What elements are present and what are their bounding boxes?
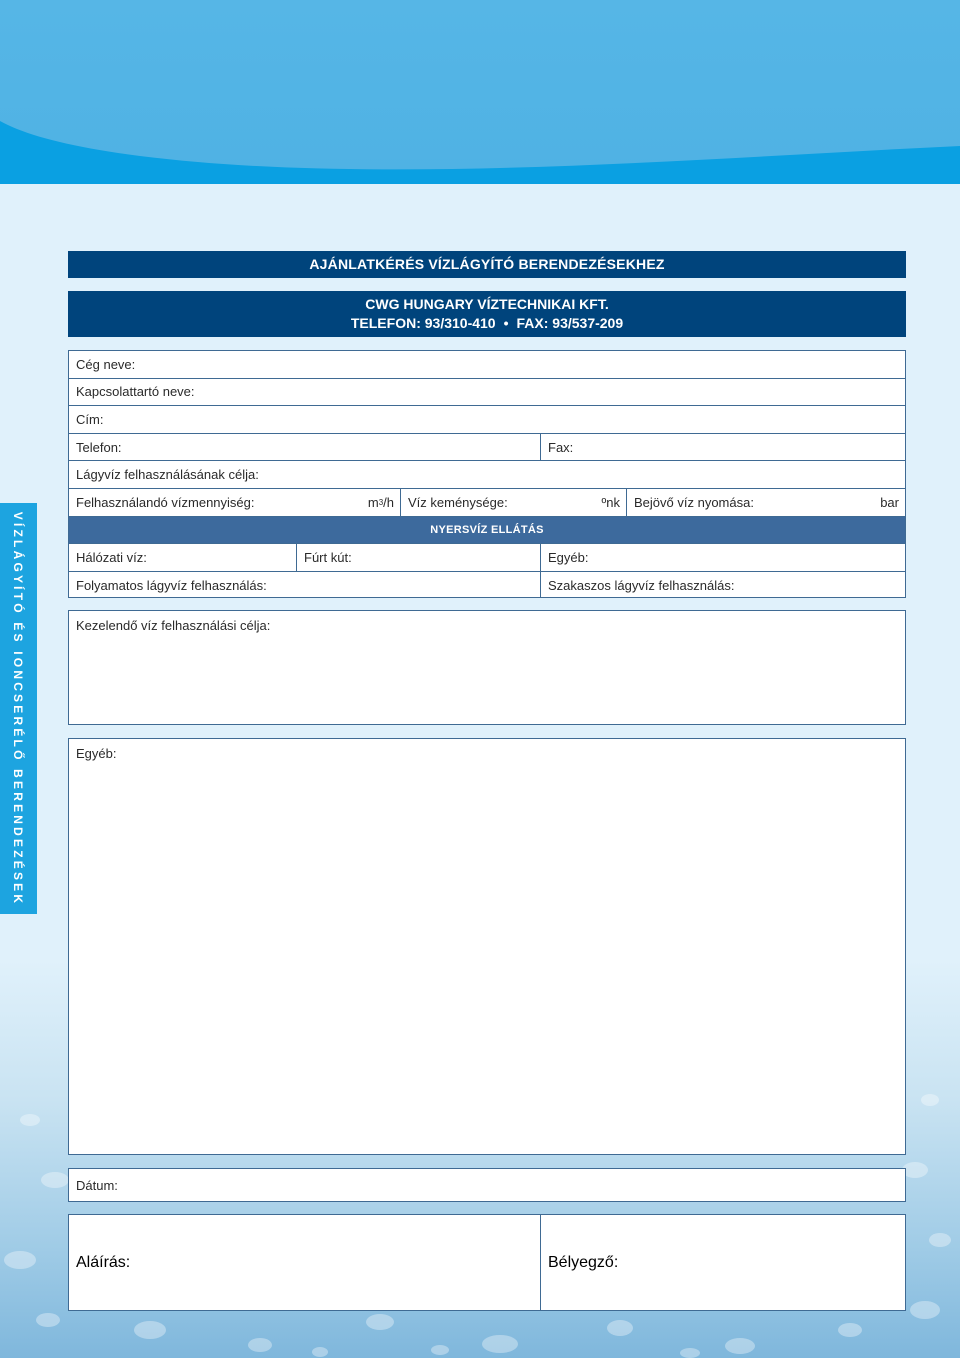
phone-field[interactable] (69, 434, 540, 461)
network-water-field[interactable] (69, 544, 296, 571)
form-row-water-params (69, 489, 905, 517)
form-row-address (69, 406, 905, 434)
side-tab-text: VÍZLÁGYÍTÓ ÉS IONCSERÉLŐ BERENDEZÉSEK (11, 511, 25, 907)
form-row-usage-mode (69, 572, 905, 599)
stamp-field[interactable] (540, 1215, 905, 1310)
drilled-well-label: Fúrt kút: (304, 549, 352, 565)
separator-dot: • (503, 315, 509, 331)
company-phone: TELEFON: 93/310-410 (350, 315, 496, 331)
drilled-well-field[interactable] (296, 544, 540, 571)
other-source-field[interactable] (540, 544, 905, 571)
intermittent-use-field[interactable] (540, 572, 905, 599)
hardness-field[interactable] (400, 489, 626, 516)
fax-label: Fax: (548, 439, 574, 455)
fax-field[interactable] (540, 434, 905, 461)
company-contact-line (68, 314, 906, 333)
form-row-purpose (69, 461, 905, 489)
network-water-label: Hálózati víz: (76, 549, 147, 565)
company-info-bar (68, 291, 906, 337)
other-notes-field[interactable] (68, 738, 906, 1155)
side-category-tab (0, 503, 37, 914)
contact-name-field[interactable] (69, 379, 905, 406)
continuous-use-label: Folyamatos lágyvíz felhasználás: (76, 577, 267, 593)
form-row-company (69, 351, 905, 379)
signature-stamp-block (68, 1214, 906, 1311)
form-row-water-source (69, 544, 905, 572)
water-quantity-field[interactable] (69, 489, 400, 516)
pressure-label: Bejövő víz nyomása: (634, 494, 754, 510)
raw-water-section-header (69, 517, 905, 545)
soft-water-purpose-field[interactable] (69, 461, 905, 488)
raw-water-section-title: NYERSVÍZ ELLÁTÁS (430, 523, 544, 536)
company-name-label: Cég neve: (76, 356, 136, 372)
other-notes-label: Egyéb: (76, 746, 117, 761)
company-fax: FAX: 93/537-209 (516, 315, 624, 331)
company-name-heading: CWG HUNGARY VÍZTECHNIKAI KFT. (365, 296, 609, 312)
treated-water-purpose-field[interactable] (68, 610, 906, 725)
hardness-unit: ºnk (601, 494, 620, 510)
water-quantity-unit: m 3 /h (367, 494, 394, 510)
customer-data-form (68, 350, 906, 598)
pressure-unit: bar (880, 494, 899, 510)
form-title: AJÁNLATKÉRÉS VÍZLÁGYÍTÓ BERENDEZÉSEKHEZ (309, 256, 665, 272)
date-field[interactable] (68, 1168, 906, 1202)
phone-label: Telefon: (76, 439, 122, 455)
stamp-label: Bélyegző: (548, 1253, 619, 1271)
address-label: Cím: (76, 411, 104, 427)
contact-name-label: Kapcsolattartó neve: (76, 384, 195, 400)
signature-field[interactable] (69, 1215, 540, 1310)
company-name-field[interactable] (69, 351, 905, 378)
signature-label: Aláírás: (76, 1253, 131, 1271)
sky-header-wave (0, 0, 960, 184)
continuous-use-field[interactable] (69, 572, 540, 599)
form-row-contact (69, 379, 905, 407)
other-source-label: Egyéb: (548, 549, 589, 565)
pressure-field[interactable] (626, 489, 905, 516)
hardness-label: Víz keménysége: (408, 494, 508, 510)
form-title-bar (68, 251, 906, 278)
address-field[interactable] (69, 406, 905, 433)
form-row-phone-fax (69, 434, 905, 462)
water-quantity-label: Felhasználandó vízmennyiség: (76, 494, 255, 510)
soft-water-purpose-label: Lágyvíz felhasználásának célja: (76, 467, 259, 483)
intermittent-use-label: Szakaszos lágyvíz felhasználás: (548, 577, 735, 593)
treated-water-purpose-label: Kezelendő víz felhasználási célja: (76, 618, 271, 633)
date-label: Dátum: (76, 1177, 118, 1193)
